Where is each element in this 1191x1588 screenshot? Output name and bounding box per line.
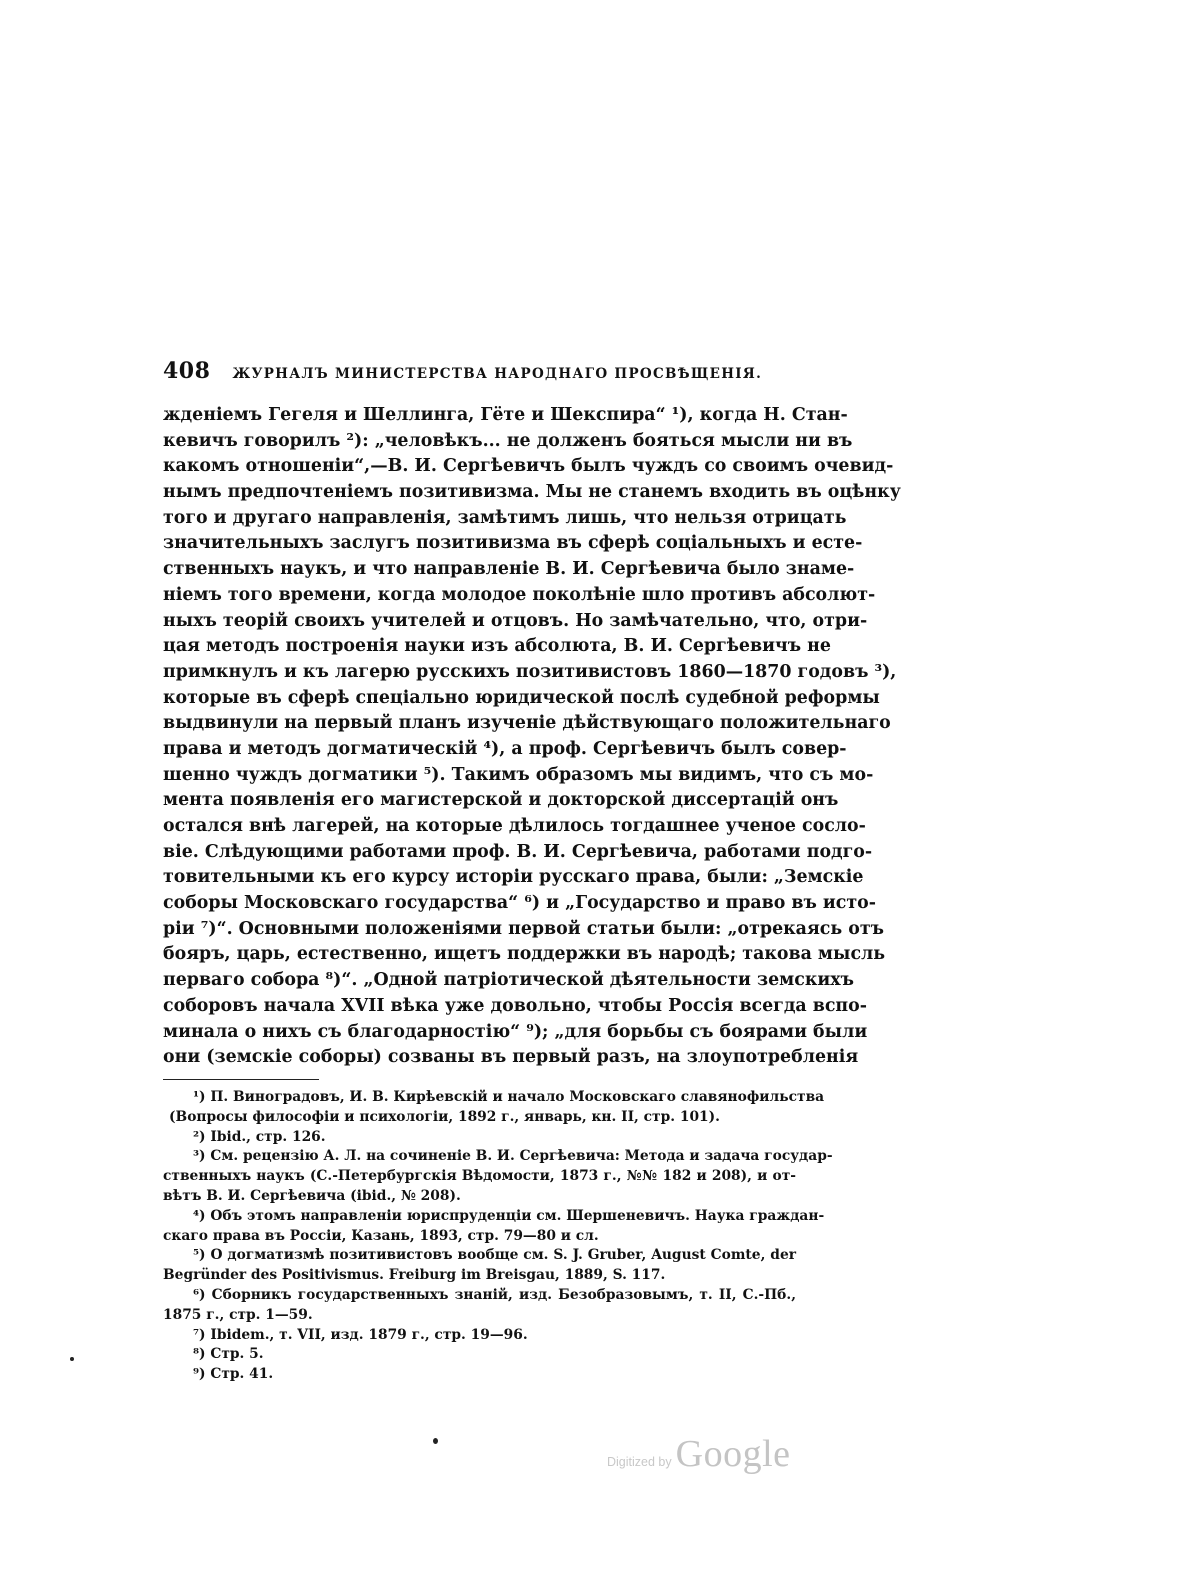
text-line: перваго собора ⁸)“. „Одной патріотической дѣятельности земскихъ — [163, 970, 855, 991]
footnote-line: скаго права въ Россіи, Казань, 1893, стр. 79—80 и сл. — [163, 1227, 599, 1244]
footnote-line: ¹) П. Виноградовъ, И. В. Кирѣевскій и начало Московскаго славянофильства — [193, 1089, 825, 1105]
text-line: какомъ отношеніи“,—В. И. Сергѣевичъ былъ чуждъ со своимъ очевид- — [163, 456, 894, 477]
text-line: кевичъ говорилъ ²): „человѣкъ... не долженъ бояться мысли ни въ — [163, 430, 853, 451]
text-line: нымъ предпочтеніемъ позитивизма. Мы не станемъ входить въ оцѣнку — [163, 482, 901, 503]
footnote-line: ⁹) Стр. 41. — [193, 1366, 274, 1383]
scan-speck — [433, 1438, 438, 1444]
text-line: соборовъ начала XVII вѣка уже довольно, чтобы Россія всегда вспо- — [163, 995, 867, 1016]
footnote-line: ²) Ibid., стр. 126. — [193, 1128, 326, 1145]
text-line: віе. Слѣдующими работами проф. В. И. Сергѣевича, работами подго- — [163, 841, 873, 862]
footnotes — [163, 1088, 833, 1385]
text-line: ніемъ того времени, когда молодое поколѣніе шло противъ абсолют- — [163, 584, 876, 605]
footnote-line: 1875 г., стр. 1—59. — [163, 1306, 313, 1323]
page-header — [163, 358, 796, 392]
footnote-line: Begründer des Positivismus. Freiburg im Breisgau, 1889, S. 117. — [163, 1267, 666, 1284]
text-line: того и другаго направленія, замѣтимъ лишь, что нельзя отрицать — [163, 507, 847, 528]
footnote-separator — [163, 1079, 319, 1080]
page-number: 408 — [163, 358, 211, 384]
body-text — [163, 403, 901, 1071]
digitized-by-label: Digitized by — [607, 1455, 672, 1469]
text-line: цая методъ построенія науки изъ абсолюта, В. И. Сергѣевичъ не — [163, 636, 831, 657]
footnote-line: (Вопросы философіи и психологіи, 1892 г., январь, кн. II, стр. 101). — [169, 1108, 720, 1125]
text-line: выдвинули на первый планъ изученіе дѣйствующаго положительнаго — [163, 713, 891, 734]
text-line: мента появленія его магистерской и докторской диссертацій онъ — [163, 790, 839, 811]
footnote-line: ⁷) Ibidem., т. VII, изд. 1879 г., стр. 19—96. — [193, 1326, 528, 1343]
text-line: жденіемъ Гегеля и Шеллинга, Гёте и Шекспира“ ¹), когда Н. Стан- — [163, 405, 848, 425]
text-line: минала о нихъ съ благодарностію“ ⁹); „для борьбы съ боярами были — [163, 1021, 868, 1042]
text-line: ріи ⁷)“. Основными положеніями первой статьи были: „отрекаясь отъ — [163, 918, 884, 939]
text-line: они (земскіе соборы) созваны въ первый разъ, на злоупотребленія — [163, 1047, 859, 1068]
text-line: ныхъ теорій своихъ учителей и отцовъ. Но замѣчательно, что, отри- — [163, 610, 868, 631]
footnote-line: ⁵) О догматизмѣ позитивистовъ вообще см. S. J. Gruber, August Comte, der — [193, 1247, 796, 1264]
footnote-line: ⁸) Стр. 5. — [193, 1346, 264, 1363]
text-line: соборы Московскаго государства“ ⁶) и „Государство и право въ исто- — [163, 893, 876, 914]
footnote-line: ⁴) Объ этомъ направленіи юриспруденціи см. Шершеневичъ. Наука граждан- — [193, 1207, 825, 1224]
text-line: шенно чуждъ догматики ⁵). Такимъ образомъ мы видимъ, что съ мо- — [163, 764, 874, 785]
text-line: остался внѣ лагерей, на которые дѣлилось тогдашнее ученое сосло- — [163, 816, 866, 836]
text-line: ственныхъ наукъ, и что направленіе В. И. Сергѣевича было знаме- — [163, 559, 855, 580]
running-title: ЖУРНАЛЪ МИНИСТЕРСТВА НАРОДНАГО ПРОСВѢЩЕНІЯ. — [232, 366, 763, 382]
footnote-line: ⁶) Сборникъ государственныхъ знаній, изд. Безобразовымъ, т. II, С.-Пб., — [193, 1286, 796, 1303]
digitized-by-google-watermark — [607, 1432, 797, 1482]
text-line: права и методъ догматическій ⁴), а проф. Сергѣевичъ былъ совер- — [163, 738, 847, 759]
footnote-line: ³) См. рецензію А. Л. на сочиненіе В. И. Сергѣевича: Метода и задача государ- — [193, 1148, 833, 1165]
text-line: бояръ, царь, естественно, ищетъ поддержки въ народѣ; такова мысль — [163, 944, 886, 965]
text-line: товительными къ его курсу исторіи русскаго права, были: „Земскіе — [163, 867, 864, 888]
google-logo: Google — [675, 1433, 791, 1475]
text-line: которые въ сферѣ спеціально юридической послѣ судебной реформы — [163, 687, 880, 708]
footnote-line: ственныхъ наукъ (С.-Петербургскія Вѣдомости, 1873 г., №№ 182 и 208), и от- — [163, 1168, 796, 1185]
text-line: примкнулъ и къ лагерю русскихъ позитивистовъ 1860—1870 годовъ ³), — [163, 661, 897, 682]
scan-speck — [70, 1357, 74, 1361]
text-line: значительныхъ заслугъ позитивизма въ сферѣ соціальныхъ и есте- — [163, 533, 863, 554]
footnote-line: вѣтъ В. И. Сергѣевича (ibid., № 208). — [163, 1187, 461, 1204]
